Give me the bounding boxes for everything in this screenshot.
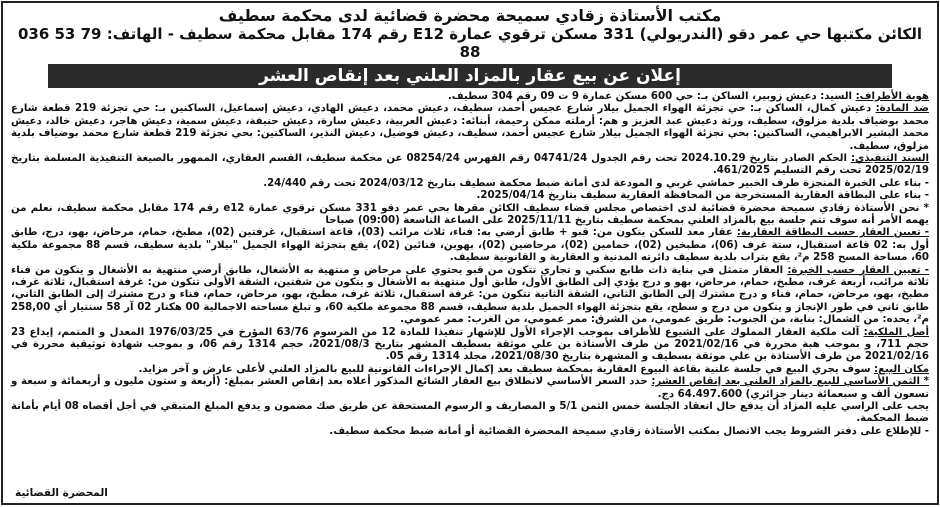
signature: المحضرة القضائية — [15, 487, 108, 499]
paragraph-expertise: - بناء على الخبرة المنجزة طرف الخبير حماشي غربي و المودعة لدى أمانة ضبط محكمة سطيف بتاريخ 2024/03/12 تحت رقم 24/440. — [263, 177, 929, 189]
legal-notice — [1, 1, 939, 505]
notice-header — [11, 7, 929, 61]
label-ownership: أصل الملكية: — [863, 326, 930, 338]
paragraph-base-price: * الثمن الأساسي للبيع بالمزاد العلني بعد إنقاص العشر: حدد السعر الأساسي لانطلاق بيع العقار الشائع المذكور أعلاه بعد إنقاص العشر بمبلغ: (أربعة و ستون مليون و أربعمائة و سبعة و تسعون ألف و سبعمائة دينار جزائري) 64.497.600 دج. — [11, 376, 929, 400]
paragraph-payment: يجب على الراسي عليه المزاد أن يدفع حال انعقاد الجلسة خمس الثمن 5/1 و المصاريف و الرسوم المستحقة عن طريق صك مضمون و يدفع المبلغ المتبقي في أجل أقصاه 08 أيام بأمانة ضبط المحكمة. — [11, 401, 929, 425]
paragraph-sale-place: مكان البيع: سوف يجري البيع في جلسة علنية بقاعة البيوع العقارية بمحكمة سطيف بعد إكمال الإجراءات القانونية للبيع بالمزاد العلني لأعلى عارض و آخر مزايد. — [138, 363, 929, 375]
paragraph-ownership: أصل الملكية: آلت ملكية العقار المملوك على الشيوع للأطراف بموجب الإجراء الأول للإشهار تنفيذا للمادة 12 من المرسوم 63/76 المؤرخ في 1976/03/25 المعدل و المتمم، إيداع 23 حجم 711، و بموجب هبة محررة في 2021/02/16 من طرف الأستاذة بن علي موثقة بسطيف المشهر بتاريخ 2021/08/3، حجم 1314 رقم 06، و بموجب شهادة توثيقية محررة في 2021/02/16 من طرف الأستاذة بن علي موثقة بسطيف و المشهرة بتاريخ 2021/08/30، مجلد 1314 رقم 05. — [11, 326, 930, 363]
office-address — [11, 26, 929, 61]
label-sale-place: مكان البيع: — [874, 363, 929, 375]
address-text: الكائن مكتبها حي عمر دقو (الندريولي) 331 مسكن ترقوي عمارة E12 رقم 174 مقابل محكمة سطيف - الهاتف: — [106, 25, 923, 44]
paragraph-against: ضد المادة: دعيش كمال، الساكن بـ: حي تجزئة الهواء الجميل بيلار شارع عجيس أحمد، سطيف، دعيش محمد، دعيش الهادي، دعيش إسماعيل، الساكنين بـ: حي تجزئة 219 قطعة شارع محمد بوضياف بلدية مزلوق، سطيف، ورثة دعيش عبد العزيز و هم: أرملته ممكن رحيمة، أبنائه: دعيش العربية، دعيش سارة، دعيش حنيفة، دعيش سمية، دعيش هاجر، دعيش خالد، دعيش محمد البشير الابراهيمي، الساكنين: بحي تجزئة الهواء الجميل بيلار شارع عجيس أحمد، سطيف، دعيش فوضيل، دعيش النذير، الساكنين: بحي تجزئة 219 قطعة شارع محمد بوضياف بلدية مزلوق، سطيف. — [11, 103, 929, 152]
label-executive-title: السند التنفيذي: — [850, 152, 930, 164]
paragraph-announcement: * نحن الأستاذة زقادي سميحة محضرة قضائية لدى اختصاص مجلس قضاء سطيف الكائن مقرها بحي عمر دقو 331 مسكن ترقوي عمارة e12 رقم 174 مقابل محكمة سطيف، نعلم من يهمه الأمر أنه سوف تتم جلسة بيع بالمزاد العلني بمحكمة سطيف بتاريخ 2025/11/11 على الساعة التاسعة (09:00) صباحا — [11, 202, 929, 226]
notice-banner: إعلان عن بيع عقار بالمزاد العلني بعد إنقاص العشر — [48, 64, 893, 88]
paragraph-executive-title: السند التنفيذي: الحكم الصادر بتاريخ 2024.10.29 تحت رقم الجدول 04741/24 رقم الفهرس 08254/24 عن محكمة سطيف، القسم العقاري، الممهور بالصيغة التنفيذية المسلمة بتاريخ 2025/02/19 تحت رقم التسليم 461/2025. — [11, 152, 930, 177]
phone-number: 036 53 79 88 — [17, 25, 481, 61]
notice-body — [11, 91, 929, 438]
label-parties: هوية الأطراف: — [855, 90, 929, 102]
label-property-card: - تعيين العقار حسب البطاقة العقارية: — [736, 227, 930, 239]
paragraph-terms: - للإطلاع على دفتر الشروط يجب الاتصال بمكتب الأستاذة زقادي سميحة المحضرة القضائية أو أمانة ضبط محكمة سطيف. — [329, 425, 929, 437]
label-base-price: * الثمن الأساسي للبيع بالمزاد العلني بعد إنقاص العشر: — [651, 376, 929, 388]
paragraph-land-card: - بناء على البطاقة العقارية المستخرجة من المحافظة العقارية سطيف بتاريخ 2025/04/14. — [476, 190, 929, 202]
paragraph-parties: هوية الأطراف: السيد: دعيش زوبير، الساكن بـ: حي 600 مسكن عمارة 9 ت 09 رقم 304 سطيف. — [447, 90, 929, 102]
paragraph-property-card: - تعيين العقار حسب البطاقة العقارية: عقار معد للسكن يتكون من: قبو + طابق أرضي به: فناء، ثلاث مرائب (03)، قاعة استقبال، غرفتين (02)، مطبخ، حمام، مرحاض، بهو، درج، طابق أول به: 02 قاعة استقبال، ستة غرف (06)، مطبخين (02)، حمامين (02)، مرحاضين (02)، بهوين، فنائين (02)، يقع بتجزئة الهواء الجميل "بيلار" بلدية سطيف، قسم 88 مجموعة ملكية 60، مساحة المسح 258 م²، يقع بتراب بلدية سطيف دائرته المدنية و العقارية و القانونية سطيف. — [11, 227, 930, 264]
label-property-expertise: - تعيين العقار حسب الخبرة: — [787, 264, 929, 276]
label-against: ضد المادة: — [875, 103, 929, 115]
paragraph-property-expertise: - تعيين العقار حسب الخبرة: العقار متمثل في بناية ذات طابع سكني و تجاري تتكون من قبو يحتوي على مرحاض و منتهية به الأشغال، طابق أرضي منتهية به الأشغال و يتكون من فناء ثلاثة مرائب، أربعة غرف، مطبخ، حمام، مرحاض، بهو و درج يؤدي إلى الطابق الأول، طابق أول منتهية به الأشغال و يتكون من شقتين، الشقة الأولى تتكون من: غرفة استقبال، ثلاثة غرف، مطبخ، بهو، مرحاض، حمام، فناء و درج مشترك إلى الطابق الثاني، الشقة الثانية تتكون من: غرفة استقبال، ثلاثة غرف، مطبخ، بهو، مرحاض، حمام، فناء و درج مشترك إلى الطابق الثاني، طابق ثاني في طور الإنجاز و يتكون من درج و سطح، يقع بتجزئة الهواء الجميل بلدية سطيف، قسم 88 مجموعة ملكية 60، و تبلغ مساحته الاجمالية 00 هكتار 02 آر 58 سنتيار أي 258,00 م²، يحده: من الشمال: بناية، من الجنوب: طريق عمومي، من الشرق: ممر عمومي، من الغرب: ممر عمومي. — [11, 264, 930, 326]
office-title: مكتب الأستاذة زقادي سميحة محضرة قضائية لدى محكمة سطيف — [218, 6, 722, 25]
